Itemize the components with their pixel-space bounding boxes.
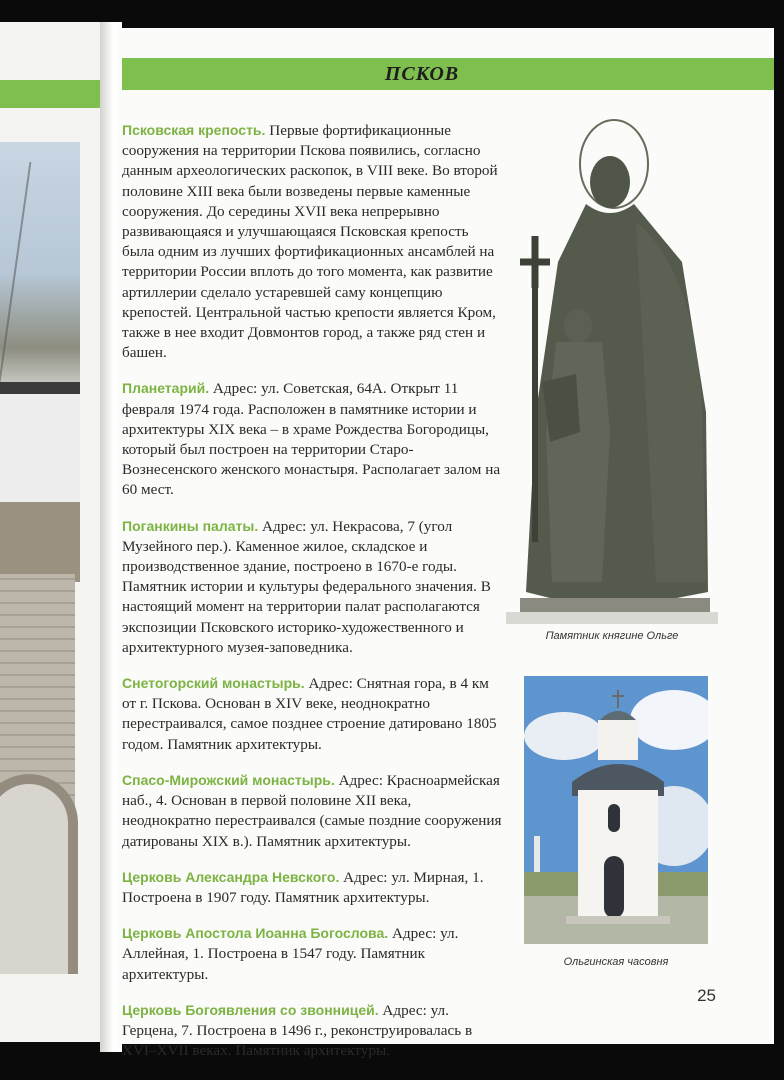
entry-text: Адрес: ул. Некрасова, 7 (угол Музейного пер.). Каменное жилое, складское и производственное здание, построено в 1670-е годы. Памятник истории и культуры федерального значения. В настоящий момент на территории палат располагаются экспозиции Псковского историко-художественного и архитектурного музея-заповедника. [122,517,491,656]
entry-mirozhsky-monastery [122,770,504,852]
entry-name: Церковь Богоявления со звонницей. [122,1001,379,1018]
entry-pskov-fortress [122,120,504,363]
entry-text: Адрес: ул. Советская, 64А. Открыт 11 февраля 1974 года. Расположен в памятнике истории и архитектуры XIX века – в храме Рождества Богородицы, который был построен на территории Старо-Вознесенского женского монастыря. Располагает залом на 60 мест. [122,380,501,499]
entry-text: Адрес: ул. Герцена, 7. Построена в 1496 г., реконструировалась в XVI–XVII веках. Памятник архитектуры. [122,1001,473,1060]
entry-text: Адрес: Красноармейская наб., 4. Основан в первой половине XII века, неоднократно перестраивался (самые поздние сооружения датированы XIX в.). Памятник архитектуры. [122,771,502,850]
entry-name: Поганкины палаты. [122,517,259,534]
stone-arch [0,774,78,974]
entry-name: Церковь Александра Невского. [122,868,340,885]
book-gutter [100,22,122,1052]
entry-text: Адрес: ул. Мирная, 1. Построена в 1907 году. Памятник архитектуры. [122,868,484,906]
chapel-caption: Ольгинская часовня [563,956,669,968]
previous-page-photo-top [0,142,80,517]
chapel-photo [524,676,708,944]
entry-name: Псковская крепость. [122,122,266,138]
text-column [122,120,504,1076]
entry-pogankin-chambers [122,516,504,658]
entry-alexander-nevsky-church [122,867,504,908]
entry-name: Снетогорский монастырь. [122,675,305,692]
entry-name: Церковь Апостола Иоанна Богослова. [122,925,389,942]
entry-text: Адрес: ул. Аллейная, 1. Построена в 1547 году. Памятник архитектуры. [122,925,459,983]
page-number: 25 [697,986,716,1005]
entry-epiphany-church [122,1000,504,1062]
statue-caption: Памятник княгине Ольге [545,630,679,642]
white-building [0,382,80,582]
entry-planetarium [122,378,504,500]
entry-snetogorsky-monastery [122,673,504,755]
entry-text: Адрес: Снятная гора, в 4 км от г. Пскова. Основан в XIV веке, неоднократно перестраивался, самое позднее строение датировано 1805 годом. Памятник архитектуры. [122,675,497,753]
page-title: ПСКОВ [384,63,460,85]
entry-text: Первые фортификационные сооружения на территории Пскова появились, согласно данным археологических раскопок, в VIII веке. Во второй половине XIII века были возведены первые каменные сооружения. До середины XVII века непрерывно развивающаяся и улучшающаяся Псковская крепость была одним из лучших фортификационных ансамблей на территории России вплоть до того момента, как развитие артиллерии сделало устаревшей саму концепцию крепостей. Центральной частью крепости является Кром, также в нее входит Довмонтов город, а также ряд стен и башен. [122,122,498,362]
previous-page [0,22,108,1042]
entry-name: Спасо-Мирожский монастырь. [122,771,335,788]
previous-page-photo-bottom [0,574,75,962]
statue-photo [506,112,718,624]
previous-page-header-band [0,80,100,108]
tree-branches [0,162,91,382]
entry-john-theologian-church [122,923,504,985]
entry-name: Планетарий. [122,380,210,397]
